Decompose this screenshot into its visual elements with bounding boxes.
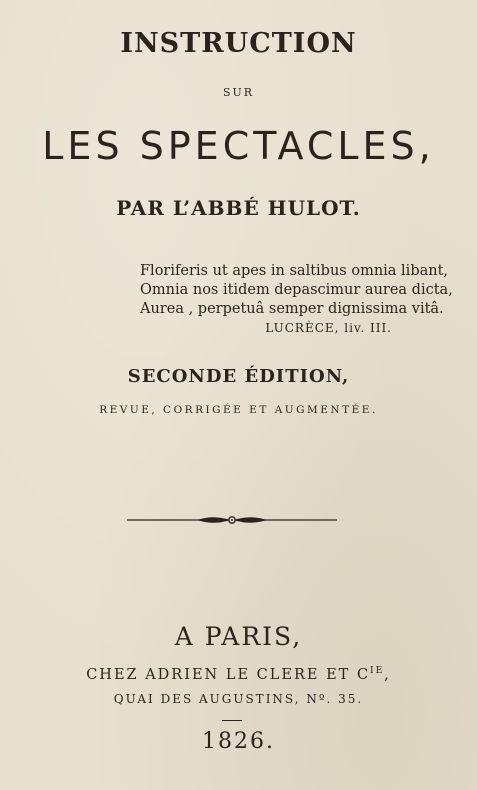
author-line: PAR L’ABBÉ HULOT. (116, 196, 361, 220)
publisher-name: CHEZ ADRIEN LE CLERE ET C (86, 666, 371, 683)
address: QUAI DES AUGUSTINS, Nº. 35. (113, 692, 364, 706)
edition: SECONDE ÉDITION, (127, 366, 350, 387)
year: 1826. (202, 729, 275, 754)
title-connector: SUR (222, 86, 255, 99)
title-top: INSTRUCTION (120, 28, 357, 59)
epigraph-line: Floriferis ut apes in saltibus omnia libant, (140, 263, 449, 279)
epigraph-line: Aurea , perpetuâ semper dignissima vitâ. (140, 301, 444, 317)
place: A PARIS, (174, 622, 303, 651)
edition-subtitle: REVUE, CORRIGÉE ET AUGMENTÉE. (99, 404, 378, 416)
main-title: LES SPECTACLES, (42, 124, 435, 168)
publisher-end: , (384, 666, 391, 683)
ornament-divider (127, 511, 337, 529)
epigraph-source: LUCRÈCE, liv. III. (265, 321, 392, 335)
epigraph (140, 262, 453, 338)
publisher-sup: IE (370, 666, 385, 676)
publisher (0, 666, 477, 683)
divider-rule (222, 720, 242, 721)
epigraph-line: Omnia nos itidem depascimur aurea dicta, (140, 282, 453, 298)
